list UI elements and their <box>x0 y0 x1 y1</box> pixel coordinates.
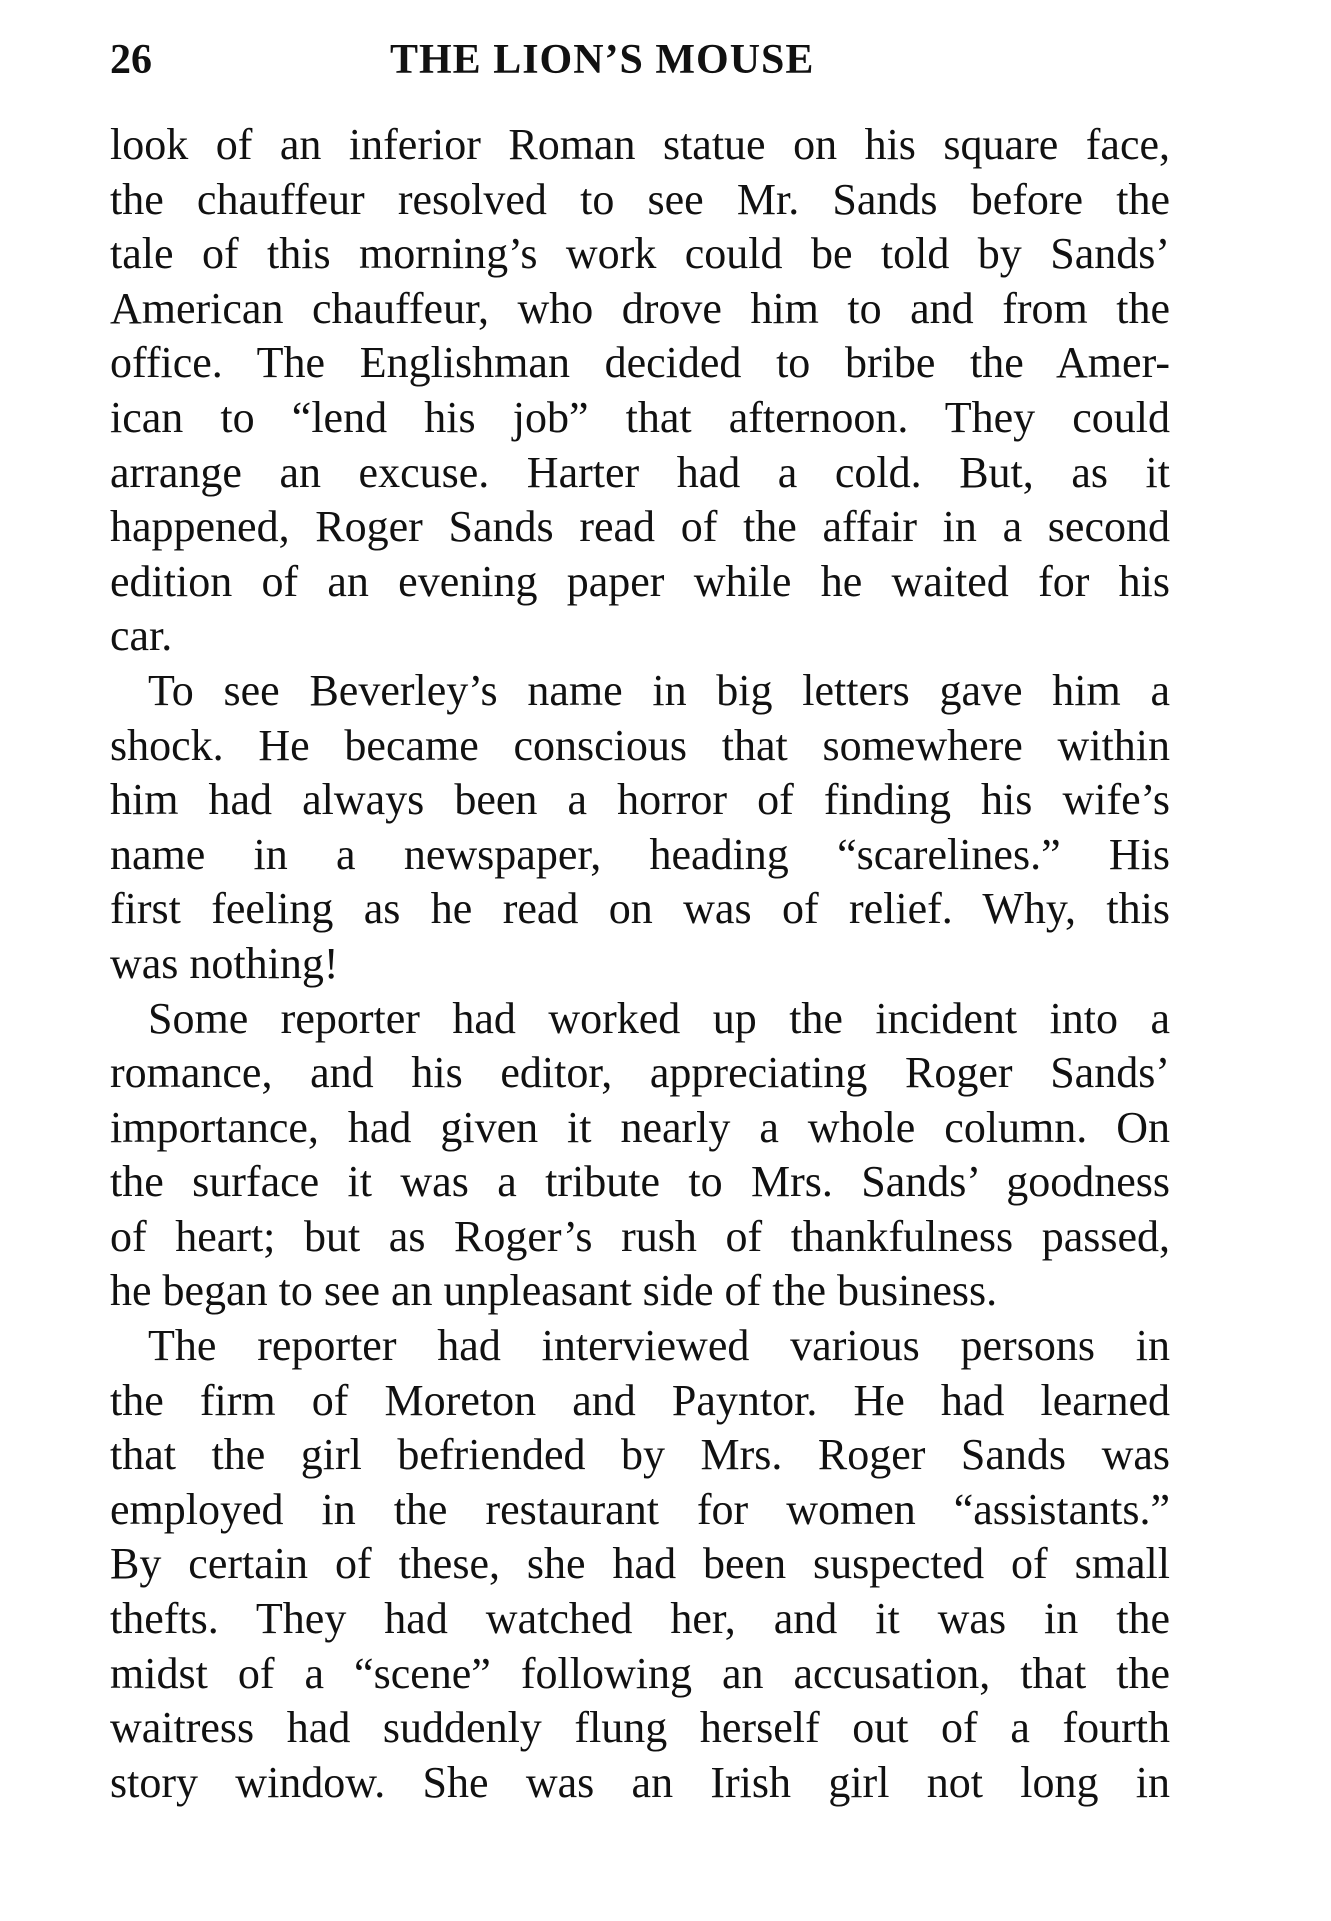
text-line: him had always been a horror of finding his wife’s <box>110 775 1170 825</box>
text-line: By certain of these, she had been suspected of small <box>110 1539 1170 1589</box>
paragraph-first-line: Some reporter had worked up the incident into a <box>148 993 1170 1043</box>
text-line: ican to “lend his job” that afternoon. They could <box>110 392 1170 442</box>
text-line: thefts. They had watched her, and it was in the <box>110 1594 1170 1644</box>
text-line: of heart; but as Roger’s rush of thankfulness passed, <box>110 1211 1170 1261</box>
text-line: shock. He became conscious that somewhere within <box>110 720 1170 770</box>
text-line: car. <box>110 611 173 661</box>
text-line: first feeling as he read on was of relief. Why, this <box>110 884 1170 934</box>
text-line: office. The Englishman decided to bribe the Amer- <box>110 338 1170 388</box>
paragraph-first-line: To see Beverley’s name in big letters gave him a <box>148 665 1170 715</box>
text-line: arrange an excuse. Harter had a cold. But, as it <box>110 447 1170 497</box>
paragraph-first-line: The reporter had interviewed various persons in <box>148 1321 1170 1371</box>
text-line: look of an inferior Roman statue on his square face, <box>110 120 1170 169</box>
text-line: the surface it was a tribute to Mrs. Sands’ goodness <box>110 1157 1170 1207</box>
body-text <box>110 118 1170 1810</box>
text-line: the chauffeur resolved to see Mr. Sands before the <box>110 174 1170 224</box>
text-line: happened, Roger Sands read of the affair in a second <box>110 502 1170 552</box>
text-line: he began to see an unpleasant side of the business. <box>110 1266 998 1316</box>
text-line: midst of a “scene” following an accusation, that the <box>110 1648 1170 1698</box>
page-number: 26 <box>110 37 152 83</box>
text-line: tale of this morning’s work could be told by Sands’ <box>110 229 1170 279</box>
running-title: THE LION’S MOUSE <box>390 37 815 83</box>
text-line: was nothing! <box>110 938 339 988</box>
text-line: American chauffeur, who drove him to and from the <box>110 283 1170 333</box>
text-line: the firm of Moreton and Payntor. He had learned <box>110 1375 1170 1425</box>
text-line: story window. She was an Irish girl not long in <box>110 1757 1170 1807</box>
text-line: edition of an evening paper while he waited for his <box>110 556 1170 606</box>
text-line: that the girl befriended by Mrs. Roger Sands was <box>110 1430 1170 1480</box>
text-line: importance, had given it nearly a whole column. On <box>110 1102 1170 1152</box>
text-line: waitress had suddenly flung herself out of a fourth <box>110 1703 1170 1753</box>
text-line: employed in the restaurant for women “assistants.” <box>110 1484 1170 1534</box>
text-line: name in a newspaper, heading “scarelines.” His <box>110 829 1170 879</box>
running-head <box>110 30 1170 90</box>
text-line: romance, and his editor, appreciating Roger Sands’ <box>110 1048 1170 1098</box>
